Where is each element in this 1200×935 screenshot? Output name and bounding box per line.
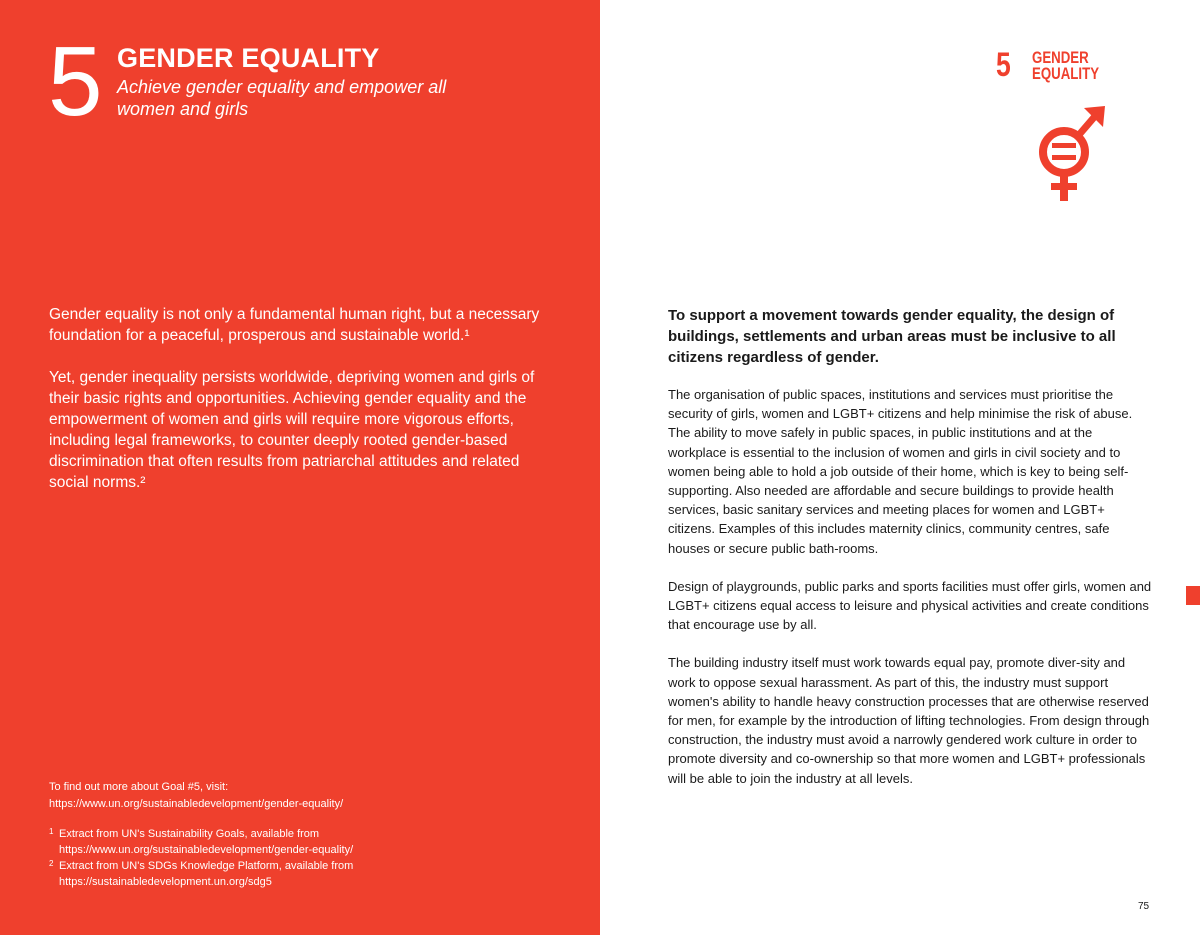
logo-label: [1032, 50, 1099, 82]
body-paragraph: The organisation of public spaces, institutions and services must prioritise the security of girls, women and LGBT+ citizens and help minimise the risk of abuse. The ability to move safely in public spaces, in public institutions and at the workplace is essential to the inclusion of women and girls in civil society and to women being able to hold a job outside of their home, which is key to being self-supporting. Also needed are affordable and secure buildings to provide health services, basic sanitary services and meeting places for women and LGBT+ citizens. Examples of this includes maternity clinics, community centres, safe houses or secure public bath-rooms.: [668, 387, 1133, 556]
goal-number: 5: [48, 26, 101, 136]
gender-equality-symbol-icon: [1036, 98, 1108, 202]
more-info: [49, 779, 569, 813]
footnote: [49, 826, 569, 858]
body-text: [668, 385, 1154, 807]
intro-text: [49, 304, 549, 514]
footnote-mark: 2: [49, 859, 54, 868]
footnote: [49, 858, 569, 890]
goal-title: GENDER EQUALITY: [117, 43, 380, 73]
sdg5-logo: [996, 48, 1106, 208]
footnote-mark: 1: [49, 827, 54, 836]
logo-number: 5: [996, 46, 1011, 84]
more-info-link[interactable]: https://www.un.org/sustainabledevelopment/gender-equality/: [49, 798, 344, 810]
footnote-link[interactable]: https://sustainabledevelopment.un.org/sdg5: [59, 876, 272, 888]
footnote-text: Extract from UN's SDGs Knowledge Platform, available from: [59, 860, 354, 872]
right-page: [600, 0, 1200, 935]
body-paragraph: The building industry itself must work towards equal pay, promote diver-sity and work to oppose sexual harassment. As part of this, the industry must support women's ability to handle heavy construction processes that are otherwise reserved for men, for example by the introduction of lifting technologies. From design through construction, the industry must avoid a narrowly gendered work culture in order to promote diversity and co-ownership so that more women and LGBT+ professionals will be able to join the industry at all levels.: [668, 655, 1150, 786]
intro-paragraph: Gender equality is not only a fundamental human right, but a necessary foundation for a peaceful, prosperous and sustainable world.¹: [49, 306, 540, 344]
footnote-text: Extract from UN's Sustainability Goals, available from: [59, 828, 320, 840]
page-number: 75: [1138, 901, 1150, 912]
section-edge-tab: [1186, 586, 1200, 605]
lead-statement: To support a movement towards gender equality, the design of buildings, settlements and urban areas must be inclusive to all citizens regardless of gender.: [668, 307, 1116, 366]
footnotes: [49, 826, 569, 890]
footnote-link[interactable]: https://www.un.org/sustainabledevelopment/gender-equality/: [59, 844, 354, 856]
more-info-label: To find out more about Goal #5, visit:: [49, 781, 229, 793]
logo-label-line: GENDER: [1032, 48, 1089, 67]
body-paragraph: Design of playgrounds, public parks and sports facilities must offer girls, women and LGBT+ citizens equal access to leisure and physical activities and create conditions that encourage use by all.: [668, 578, 1152, 633]
logo-label-line: EQUALITY: [1032, 64, 1100, 83]
goal-subtitle: Achieve gender equality and empower all women and girls: [117, 77, 447, 119]
intro-paragraph: Yet, gender inequality persists worldwide, depriving women and girls of their basic rights and opportunities. Achieving gender equality and the empowerment of women and girls will require more vigorous efforts, including legal frameworks, to counter deeply rooted gender-based discrimination that often results from patriarchal attitudes and related social norms.²: [49, 369, 535, 491]
